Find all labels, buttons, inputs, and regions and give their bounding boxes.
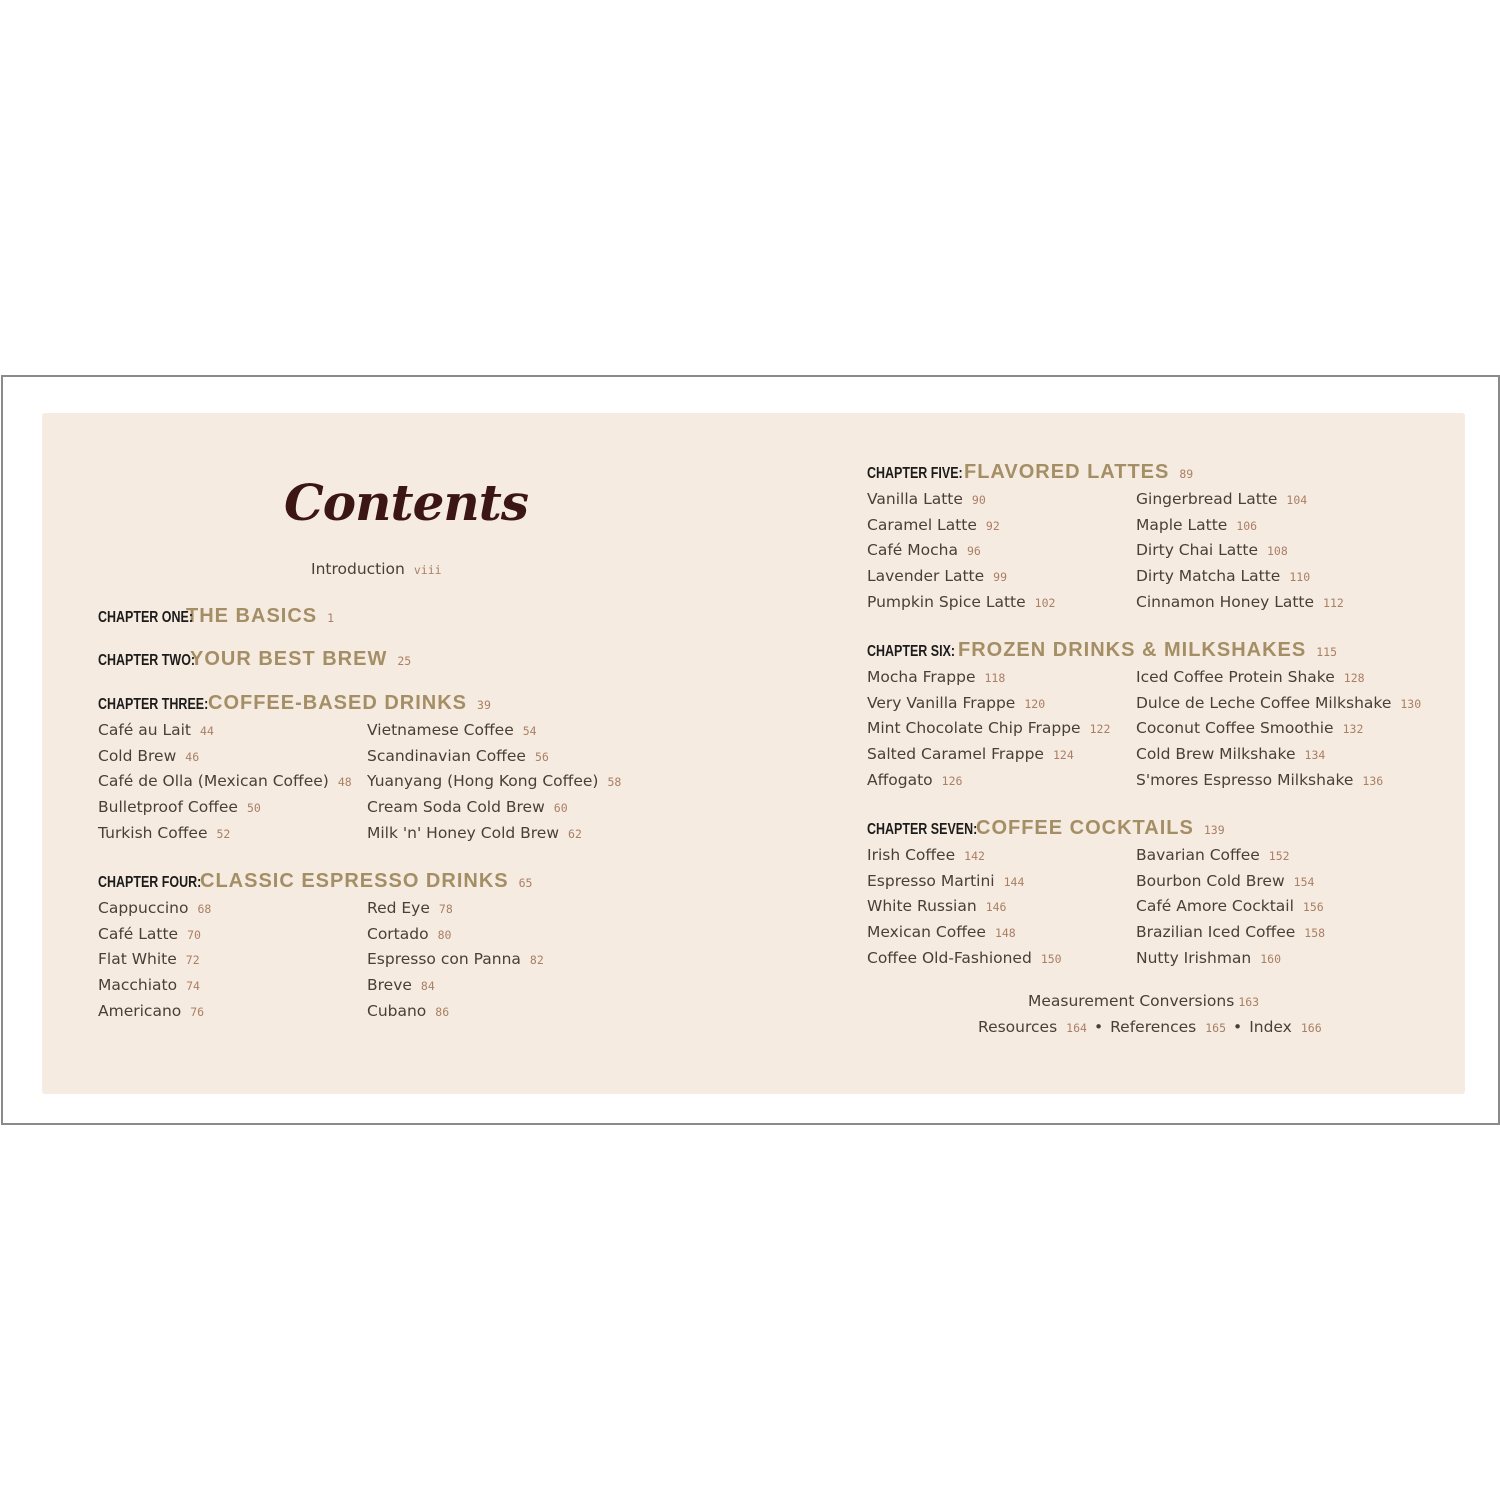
- toc-entry-label: Café Amore Cocktail: [1136, 897, 1294, 915]
- toc-entry[interactable]: [98, 721, 214, 739]
- toc-entry-label: Affogato: [867, 771, 933, 789]
- toc-entry-label: Coffee Old-Fashioned: [867, 949, 1032, 967]
- chapter-three-heading[interactable]: [98, 692, 491, 715]
- toc-entry-page: viii: [413, 563, 442, 577]
- toc-entry-page: 62: [568, 827, 582, 841]
- chapter-name: COFFEE COCKTAILS: [976, 817, 1194, 839]
- toc-entry[interactable]: [1136, 541, 1288, 559]
- toc-entry[interactable]: [867, 516, 1000, 534]
- toc-entry-label: Espresso con Panna: [367, 950, 521, 968]
- toc-entry-label: References: [1110, 1018, 1197, 1036]
- chapter-label: CHAPTER TWO:: [98, 652, 196, 669]
- toc-entry-label: Bourbon Cold Brew: [1136, 872, 1285, 890]
- toc-entry[interactable]: [367, 721, 537, 739]
- toc-entry-page: 52: [216, 827, 231, 841]
- toc-entry-label: Vanilla Latte: [867, 490, 963, 508]
- toc-entry-page: 104: [1286, 493, 1308, 507]
- toc-entry-page: 78: [438, 902, 453, 916]
- toc-entry-page: 108: [1267, 544, 1288, 558]
- toc-entry-page: 132: [1342, 722, 1364, 736]
- toc-entry[interactable]: [98, 747, 199, 765]
- chapter-name: THE BASICS: [186, 605, 318, 627]
- chapter-label: CHAPTER FOUR:: [98, 874, 202, 891]
- toc-entry-page: 150: [1040, 952, 1062, 966]
- toc-entry-label: Gingerbread Latte: [1136, 490, 1278, 508]
- toc-entry-label: Caramel Latte: [867, 516, 977, 534]
- toc-entry-page: 148: [994, 926, 1016, 940]
- toc-entry-label: Yuanyang (Hong Kong Coffee): [367, 772, 599, 790]
- toc-entry-label: Mexican Coffee: [867, 923, 986, 941]
- toc-entry[interactable]: [867, 593, 1055, 611]
- chapter-page: 89: [1179, 467, 1194, 481]
- toc-entry-label: Milk 'n' Honey Cold Brew: [367, 824, 560, 842]
- toc-entry-page: 84: [420, 979, 435, 993]
- toc-entry-page: 86: [435, 1005, 450, 1019]
- toc-entry[interactable]: [98, 976, 200, 994]
- toc-entry-page: 82: [529, 953, 544, 967]
- toc-entry[interactable]: [367, 950, 544, 968]
- toc-entry-label: White Russian: [867, 897, 977, 915]
- toc-entry[interactable]: [367, 824, 582, 842]
- chapter-label: CHAPTER ONE:: [98, 609, 193, 626]
- toc-entry-page: 160: [1260, 952, 1282, 966]
- toc-entry-label: Mocha Frappe: [867, 668, 976, 686]
- toc-entry-label: Café de Olla (Mexican Coffee): [98, 772, 329, 790]
- chapter-page: 25: [397, 654, 412, 668]
- toc-resources[interactable]: [978, 1018, 1087, 1036]
- toc-entry-page: 48: [337, 775, 352, 789]
- toc-entry[interactable]: [1136, 897, 1324, 915]
- toc-entry[interactable]: [867, 771, 962, 789]
- toc-entry-page: 163: [1238, 995, 1260, 1009]
- toc-entry[interactable]: [867, 719, 1110, 737]
- toc-references[interactable]: [1110, 1018, 1226, 1036]
- toc-entry-page: 70: [187, 928, 201, 942]
- page-title: Contents: [284, 473, 529, 532]
- toc-measurement-conversions[interactable]: [1028, 992, 1259, 1010]
- toc-entry[interactable]: [867, 949, 1062, 967]
- toc-introduction[interactable]: [311, 560, 442, 578]
- toc-entry-label: Cubano: [367, 1002, 427, 1020]
- toc-entry[interactable]: [1136, 719, 1363, 737]
- toc-entry-page: 152: [1268, 849, 1290, 863]
- toc-entry-page: 110: [1289, 570, 1311, 584]
- toc-entry-label: Coconut Coffee Smoothie: [1136, 719, 1334, 737]
- toc-entry-page: 136: [1362, 774, 1384, 788]
- toc-entry-label: S'mores Espresso Milkshake: [1136, 771, 1354, 789]
- toc-entry-label: Cappuccino: [98, 899, 189, 917]
- toc-entry[interactable]: [1136, 516, 1257, 534]
- chapter-page: 139: [1203, 823, 1225, 837]
- toc-entry[interactable]: [867, 541, 981, 559]
- toc-entry[interactable]: [1136, 771, 1383, 789]
- chapter-label: CHAPTER SEVEN:: [867, 821, 978, 838]
- toc-entry-page: 68: [197, 902, 212, 916]
- toc-entry[interactable]: [98, 772, 352, 790]
- toc-entry[interactable]: [867, 745, 1074, 763]
- toc-back-matter-row: [978, 1018, 1322, 1036]
- toc-entry[interactable]: [867, 490, 986, 508]
- toc-entry[interactable]: [867, 872, 1024, 890]
- toc-entry-page: 96: [966, 544, 981, 558]
- toc-entry-page: 54: [522, 724, 537, 738]
- toc-entry-label: Dirty Matcha Latte: [1136, 567, 1281, 585]
- toc-entry-page: 120: [1024, 697, 1046, 711]
- toc-entry-page: 124: [1052, 748, 1074, 762]
- toc-entry-page: 92: [985, 519, 1000, 533]
- toc-entry-label: Iced Coffee Protein Shake: [1136, 668, 1335, 686]
- toc-entry[interactable]: [367, 899, 453, 917]
- toc-entry-label: Café au Lait: [98, 721, 192, 739]
- toc-entry-label: Americano: [98, 1002, 182, 1020]
- toc-entry-page: 46: [185, 750, 200, 764]
- chapter-name: FLAVORED LATTES: [964, 461, 1170, 483]
- toc-entry-label: Flat White: [98, 950, 177, 968]
- toc-entry[interactable]: [367, 747, 549, 765]
- toc-entry-label: Salted Caramel Frappe: [867, 745, 1044, 763]
- toc-entry-label: Red Eye: [367, 899, 430, 917]
- chapter-seven-heading[interactable]: [867, 817, 1225, 840]
- toc-entry-label: Cold Brew: [98, 747, 177, 765]
- toc-page: [42, 413, 1465, 1094]
- toc-entry[interactable]: [367, 925, 451, 943]
- toc-entry[interactable]: [1136, 490, 1307, 508]
- toc-entry[interactable]: [367, 798, 568, 816]
- toc-entry-label: Café Latte: [98, 925, 179, 943]
- toc-entry[interactable]: [1136, 668, 1365, 686]
- toc-entry-page: 156: [1302, 900, 1324, 914]
- chapter-two-heading[interactable]: [98, 648, 411, 671]
- toc-entry-page: 112: [1323, 596, 1344, 610]
- chapter-page: 39: [477, 698, 491, 712]
- toc-entry-page: 122: [1089, 722, 1111, 736]
- toc-entry[interactable]: [867, 694, 1045, 712]
- toc-entry[interactable]: [98, 899, 211, 917]
- chapter-page: 115: [1316, 645, 1338, 659]
- toc-entry-label: Breve: [367, 976, 412, 994]
- chapter-name: FROZEN DRINKS & MILKSHAKES: [958, 639, 1307, 661]
- toc-entry-label: Cold Brew Milkshake: [1136, 745, 1296, 763]
- toc-entry-page: 164: [1066, 1021, 1087, 1035]
- toc-entry-label: Lavender Latte: [867, 567, 985, 585]
- toc-entry-label: Espresso Martini: [867, 872, 995, 890]
- toc-entry-label: Brazilian Iced Coffee: [1136, 923, 1296, 941]
- toc-entry[interactable]: [1136, 949, 1281, 967]
- toc-entry-page: 130: [1400, 697, 1422, 711]
- toc-entry-label: Bavarian Coffee: [1136, 846, 1260, 864]
- chapter-label: CHAPTER THREE:: [98, 696, 209, 713]
- toc-entry-label: Maple Latte: [1136, 516, 1228, 534]
- toc-entry-label: Dirty Chai Latte: [1136, 541, 1258, 559]
- toc-entry[interactable]: [867, 897, 1006, 915]
- toc-entry-page: 102: [1034, 596, 1056, 610]
- chapter-page: 1: [327, 611, 335, 625]
- toc-entry-label: Cream Soda Cold Brew: [367, 798, 545, 816]
- toc-entry-label: Nutty Irishman: [1136, 949, 1252, 967]
- chapter-label: CHAPTER FIVE:: [867, 465, 963, 482]
- toc-entry-label: Turkish Coffee: [98, 824, 208, 842]
- chapter-four-heading[interactable]: [98, 870, 532, 893]
- toc-entry-label: Index: [1249, 1018, 1292, 1036]
- toc-entry-page: 134: [1304, 748, 1326, 762]
- toc-entry-page: 80: [437, 928, 452, 942]
- toc-entry-label: Measurement Conversions: [1028, 992, 1235, 1010]
- toc-entry-label: Scandinavian Coffee: [367, 747, 526, 765]
- toc-entry-page: 128: [1343, 671, 1365, 685]
- toc-entry-page: 99: [993, 570, 1008, 584]
- toc-entry-page: 142: [964, 849, 985, 863]
- toc-entry-label: Bulletproof Coffee: [98, 798, 238, 816]
- toc-entry-label: Macchiato: [98, 976, 178, 994]
- toc-entry-label: Very Vanilla Frappe: [867, 694, 1016, 712]
- toc-entry[interactable]: [367, 772, 621, 790]
- toc-entry-label: Café Mocha: [867, 541, 958, 559]
- toc-entry[interactable]: [867, 923, 1016, 941]
- toc-entry-label: Irish Coffee: [867, 846, 956, 864]
- toc-entry-page: 144: [1003, 875, 1025, 889]
- toc-entry-label: Cortado: [367, 925, 429, 943]
- toc-entry[interactable]: [867, 668, 1005, 686]
- chapter-one-heading[interactable]: [98, 605, 334, 628]
- toc-entry-page: 76: [190, 1005, 205, 1019]
- toc-entry-page: 56: [534, 750, 549, 764]
- chapter-name: YOUR BEST BREW: [190, 648, 388, 670]
- toc-entry-label: Vietnamese Coffee: [367, 721, 514, 739]
- toc-entry[interactable]: [367, 976, 435, 994]
- toc-entry-label: Mint Chocolate Chip Frappe: [867, 719, 1081, 737]
- toc-entry-page: 44: [200, 724, 214, 738]
- toc-entry[interactable]: [867, 567, 1007, 585]
- toc-entry-page: 158: [1304, 926, 1326, 940]
- separator-dot: •: [1093, 1018, 1104, 1036]
- toc-entry[interactable]: [98, 824, 230, 842]
- toc-entry[interactable]: [98, 798, 261, 816]
- toc-entry[interactable]: [867, 846, 985, 864]
- toc-entry[interactable]: [98, 1002, 204, 1020]
- toc-entry[interactable]: [1136, 567, 1310, 585]
- toc-entry-label: Cinnamon Honey Latte: [1136, 593, 1315, 611]
- toc-entry[interactable]: [367, 1002, 449, 1020]
- chapter-name: COFFEE-BASED DRINKS: [208, 692, 468, 714]
- chapter-six-heading[interactable]: [867, 639, 1337, 662]
- toc-entry[interactable]: [1136, 846, 1290, 864]
- toc-entry[interactable]: [98, 925, 201, 943]
- toc-entry-page: 58: [607, 775, 622, 789]
- toc-entry-page: 118: [984, 671, 1006, 685]
- toc-entry[interactable]: [1136, 872, 1314, 890]
- toc-entry-page: 72: [185, 953, 200, 967]
- toc-entry-label: Introduction: [311, 560, 405, 578]
- toc-entry[interactable]: [1136, 593, 1344, 611]
- toc-entry-page: 106: [1236, 519, 1258, 533]
- toc-entry-label: Dulce de Leche Coffee Milkshake: [1136, 694, 1392, 712]
- chapter-name: CLASSIC ESPRESSO DRINKS: [200, 870, 509, 892]
- toc-entry-page: 50: [246, 801, 261, 815]
- toc-entry-page: 60: [553, 801, 568, 815]
- toc-entry[interactable]: [1136, 923, 1325, 941]
- toc-entry[interactable]: [1136, 745, 1325, 763]
- toc-index[interactable]: [1249, 1018, 1321, 1036]
- toc-entry-page: 74: [186, 979, 200, 993]
- toc-entry-page: 165: [1205, 1021, 1227, 1035]
- chapter-five-heading[interactable]: [867, 461, 1193, 484]
- chapter-page: 65: [518, 876, 533, 890]
- separator-dot: •: [1233, 1018, 1243, 1036]
- toc-entry[interactable]: [1136, 694, 1421, 712]
- toc-entry-page: 154: [1293, 875, 1315, 889]
- toc-entry[interactable]: [98, 950, 200, 968]
- toc-entry-page: 146: [985, 900, 1007, 914]
- toc-entry-page: 126: [941, 774, 963, 788]
- toc-entry-label: Pumpkin Spice Latte: [867, 593, 1026, 611]
- toc-entry-label: Resources: [978, 1018, 1058, 1036]
- chapter-label: CHAPTER SIX:: [867, 643, 956, 660]
- toc-entry-page: 90: [971, 493, 986, 507]
- toc-entry-page: 166: [1300, 1021, 1322, 1035]
- toc-frame: [1, 375, 1500, 1125]
